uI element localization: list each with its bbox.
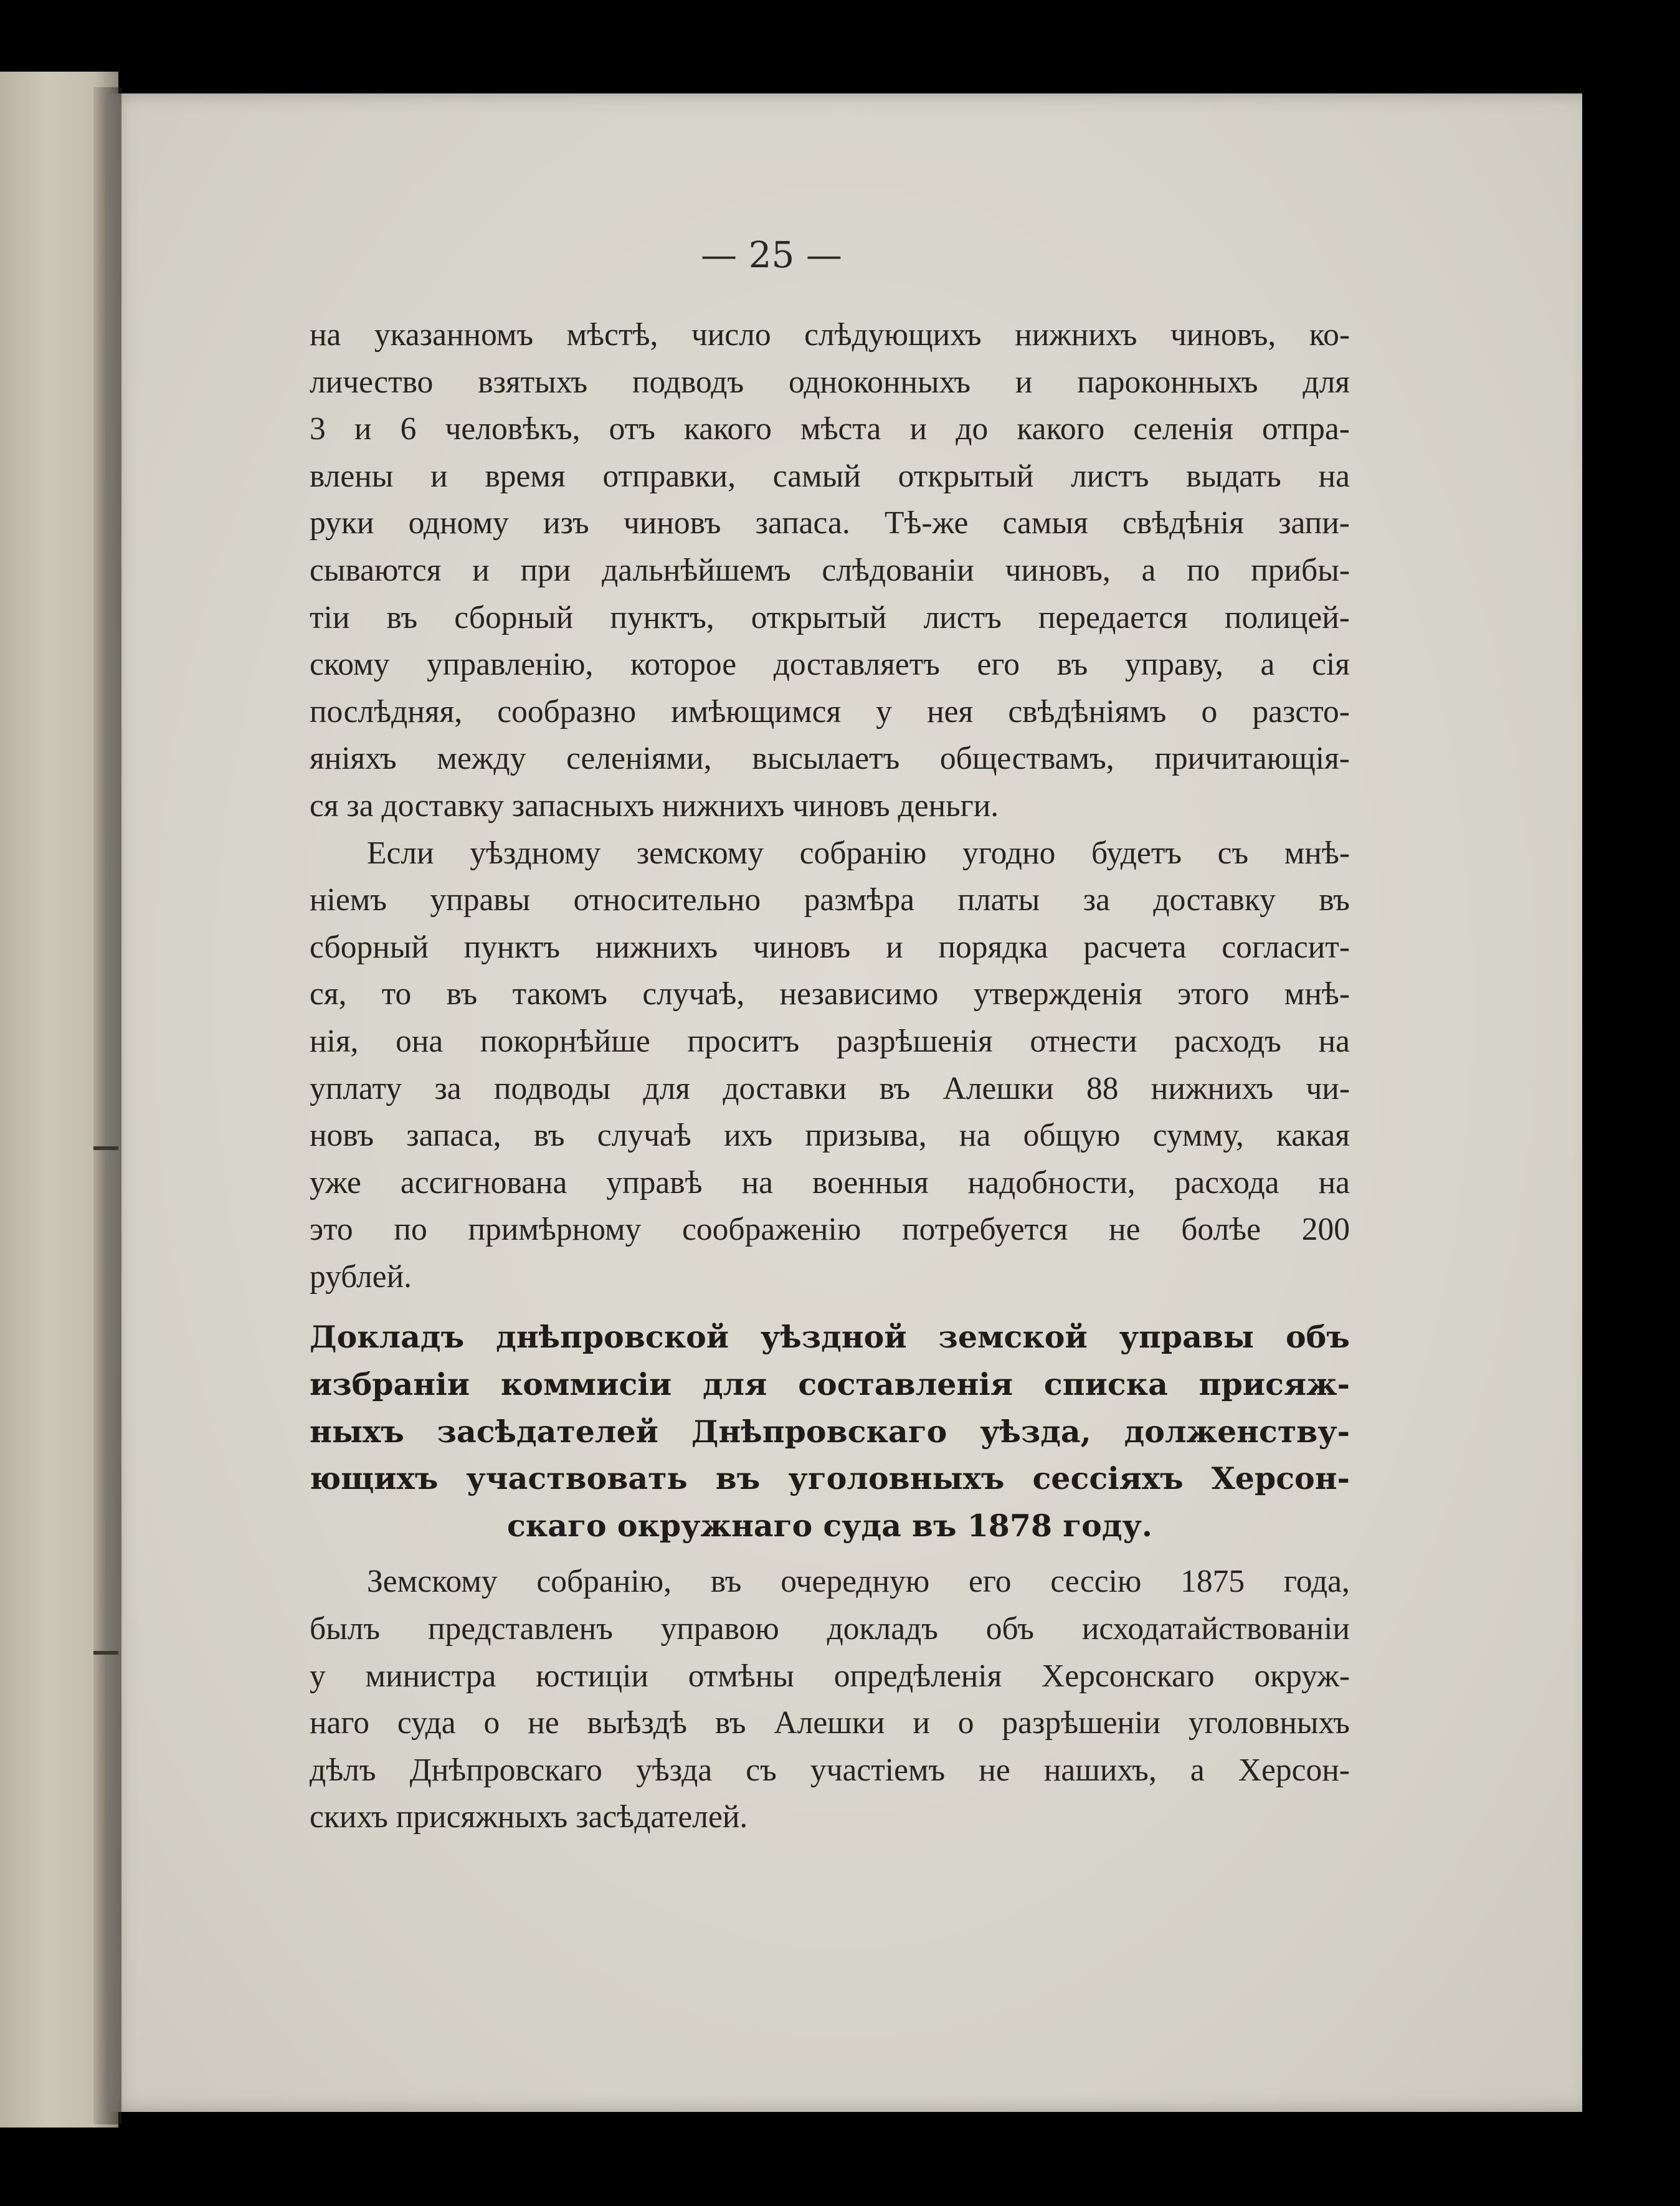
text-line: нія, она покорнѣйше проситъ разрѣшенія отнести расходъ на (310, 1023, 1350, 1059)
text-line: новъ запаса, въ случаѣ ихъ призыва, на общую сумму, какая (310, 1118, 1350, 1154)
text-line: ющихъ участвовать въ уголовныхъ сессіяхъ Херсон- (310, 1460, 1350, 1497)
section-heading (310, 1314, 1350, 1549)
text-line: руки одному изъ чиновъ запаса. Тѣ-же самыя свѣдѣнія запи- (310, 505, 1350, 541)
text-line: скаго окружнаго суда въ 1878 году. (507, 1507, 1152, 1544)
text-line: Земскому собранію, въ очередную его сессію 1875 года, (367, 1564, 1350, 1600)
text-line: уплату за подводы для доставки въ Алешки 88 нижнихъ чи- (310, 1070, 1350, 1106)
page-body (310, 311, 1350, 1841)
text-line: наго суда о не выѣздѣ въ Алешки и о разрѣшеніи уголовныхъ (310, 1705, 1350, 1741)
text-line: сборный пунктъ нижнихъ чиновъ и порядка расчета согласит- (310, 929, 1350, 965)
text-line: ся за доставку запасныхъ нижнихъ чиновъ деньги. (310, 787, 999, 824)
text-line: избраніи коммисіи для составленія списка присяж- (310, 1366, 1350, 1403)
text-line: Докладъ днѣпровской уѣздной земской управы объ (310, 1319, 1350, 1356)
paragraph-1 (310, 311, 1350, 830)
text-line: ся, то въ такомъ случаѣ, независимо утвержденія этого мнѣ- (310, 976, 1350, 1012)
text-line: дѣлъ Днѣпровскаго уѣзда съ участіемъ не нашихъ, а Херсон- (310, 1752, 1350, 1788)
text-line: уже ассигнована управѣ на военныя надобности, расхода на (310, 1164, 1350, 1200)
page-edge-mark (93, 1651, 118, 1655)
text-line: скихъ присяжныхъ засѣдателей. (310, 1799, 748, 1835)
text-line: тіи въ сборный пунктъ, открытый листъ передается полицей- (310, 599, 1350, 635)
text-line: личество взятыхъ подводъ одноконныхъ и пароконныхъ для (310, 364, 1350, 400)
text-line: рублей. (310, 1258, 412, 1295)
text-line: 3 и 6 человѣкъ, отъ какого мѣста и до какого селенія отпра- (310, 411, 1350, 447)
text-line: на указанномъ мѣстѣ, число слѣдующихъ нижнихъ чиновъ, ко- (310, 317, 1350, 353)
text-line: Если уѣздному земскому собранію угодно будетъ съ мнѣ- (367, 835, 1350, 871)
book-spine-shadow (93, 87, 121, 2124)
text-line: яніяхъ между селеніями, высылаетъ обществамъ, причитающія- (310, 741, 1350, 777)
page-edge-mark (93, 1146, 118, 1150)
page-number: — 25 — (701, 234, 842, 276)
text-line: былъ представленъ управою докладъ объ исходатайствованіи (310, 1611, 1350, 1647)
text-line: ныхъ засѣдателей Днѣпровскаго уѣзда, долженству- (310, 1413, 1350, 1450)
paragraph-2 (310, 830, 1350, 1301)
paragraph-3 (310, 1558, 1350, 1841)
text-line: ніемъ управы относительно размѣра платы за доставку въ (310, 882, 1350, 918)
text-line: влены и время отправки, самый открытый листъ выдать на (310, 458, 1350, 494)
text-line: это по примѣрному соображенію потребуется не болѣе 200 (310, 1212, 1350, 1248)
text-line: у министра юстиціи отмѣны опредѣленія Херсонскаго окруж- (310, 1658, 1350, 1694)
text-line: послѣдняя, сообразно имѣющимся у нея свѣдѣніямъ о разсто- (310, 693, 1350, 730)
text-line: скому управленію, которое доставляетъ его въ управу, а сія (310, 647, 1350, 683)
text-line: сываются и при дальнѣйшемъ слѣдованіи чиновъ, а по прибы- (310, 552, 1350, 588)
